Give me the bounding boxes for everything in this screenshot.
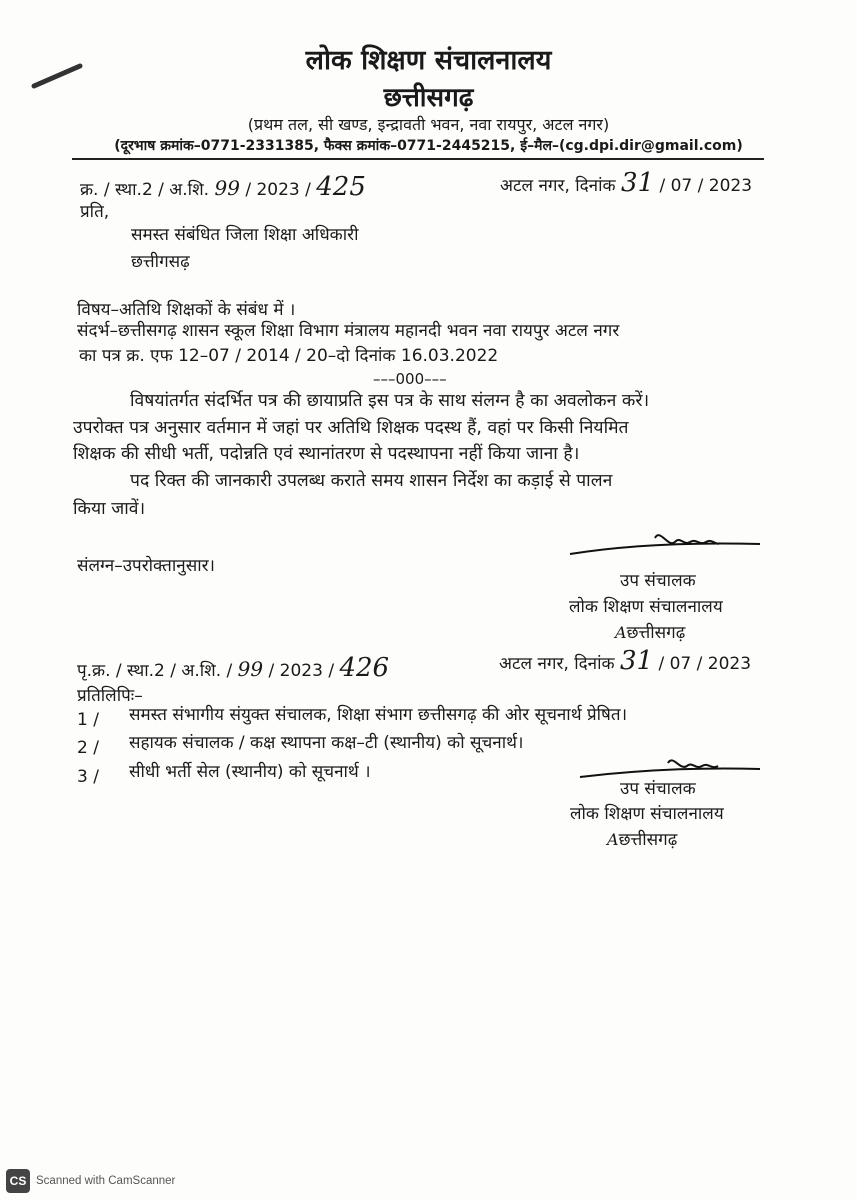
to-label: प्रति, — [80, 202, 110, 222]
header-rule — [72, 158, 764, 160]
signatory-title-1: उप संचालक — [620, 571, 696, 591]
copy-heading: प्रतिलिपिः– — [77, 686, 143, 706]
office-address: (प्रथम तल, सी खण्ड, इन्द्रावती भवन, नवा रायपुर, अटल नगर) — [247, 115, 610, 134]
signatory-state-1: Aछत्तीसगढ़ — [615, 623, 686, 643]
camscanner-logo-icon: CS — [6, 1169, 30, 1193]
letter-ref: क्र. / स्था.2 / अ.शि. 99 / 2023 / 425 — [80, 172, 366, 202]
signature-1 — [560, 530, 770, 565]
reference-line-1: संदर्भ–छत्तीसगढ़ शासन स्कूल शिक्षा विभाग मंत्रालय महानदी भवन नवा रायपुर अटल नगर — [77, 321, 620, 341]
signatory-office-2: लोक शिक्षण संचालनालय — [570, 804, 724, 824]
office-name: लोक शिक्षण संचालनालय — [305, 45, 552, 76]
body-line-3: शिक्षक की सीधी भर्ती, पदोन्नति एवं स्थानांतरण से पदस्थापना नहीं किया जाना है। — [73, 444, 580, 464]
body-line-1: विषयांतर्गत संदर्भित पत्र की छायाप्रति इस पत्र के साथ संलग्न है का अवलोकन करें। — [130, 391, 650, 411]
copy-ref: पृ.क्र. / स्था.2 / अ.शि. / 99 / 2023 / 426 — [77, 653, 390, 683]
copy-item-text-3: सीधी भर्ती सेल (स्थानीय) को सूचनार्थ । — [129, 762, 371, 782]
signatory-state-2: Aछत्तीसगढ़ — [607, 830, 678, 850]
subject-line: विषय–अतिथि शिक्षकों के संबंध में । — [77, 300, 296, 320]
reference-line-2: का पत्र क्र. एफ 12–07 / 2014 / 20–दो दिनांक 16.03.2022 — [79, 346, 499, 366]
separator: –––000––– — [373, 370, 447, 388]
recipient-line-1: समस्त संबंधित जिला शिक्षा अधिकारी — [131, 225, 359, 245]
body-line-5: किया जावें। — [73, 499, 146, 519]
initials-mark-icon: A — [607, 830, 619, 849]
recipient-line-2: छत्तीगसढ़ — [131, 252, 190, 272]
copy-item-text-1: समस्त संभागीय संयुक्त संचालक, शिक्षा संभाग छत्तीसगढ़ की ओर सूचनार्थ प्रेषित। — [129, 705, 628, 725]
initials-mark-icon: A — [615, 623, 627, 642]
state-name: छत्तीसगढ़ — [383, 83, 474, 113]
copy-item-text-2: सहायक संचालक / कक्ष स्थापना कक्ष–टी (स्थानीय) को सूचनार्थ। — [129, 733, 524, 753]
copy-item-num-3: 3 / — [77, 767, 99, 787]
scanner-footer-text: Scanned with CamScanner — [36, 1175, 176, 1187]
body-line-2: उपरोक्त पत्र अनुसार वर्तमान में जहां पर अतिथि शिक्षक पदस्थ हैं, वहां पर किसी नियमित — [73, 418, 629, 438]
copy-item-num-1: 1 / — [77, 710, 99, 730]
copy-item-num-2: 2 / — [77, 738, 99, 758]
office-contact: (दूरभाष क्रमांक–0771-2331385, फैक्स क्रमांक–0771-2445215, ई–मैल–(cg.dpi.dir@gmail.com) — [114, 138, 743, 154]
enclosure-line: संलग्न–उपरोक्तानुसार। — [77, 556, 215, 576]
signatory-title-2: उप संचालक — [620, 779, 696, 799]
copy-date: अटल नगर, दिनांक 31 / 07 / 2023 — [499, 646, 752, 676]
letter-date: अटल नगर, दिनांक 31 / 07 / 2023 — [500, 168, 753, 198]
signatory-office-1: लोक शिक्षण संचालनालय — [569, 597, 723, 617]
body-line-4: पद रिक्त की जानकारी उपलब्ध कराते समय शासन निर्देश का कड़ाई से पालन — [130, 471, 613, 491]
